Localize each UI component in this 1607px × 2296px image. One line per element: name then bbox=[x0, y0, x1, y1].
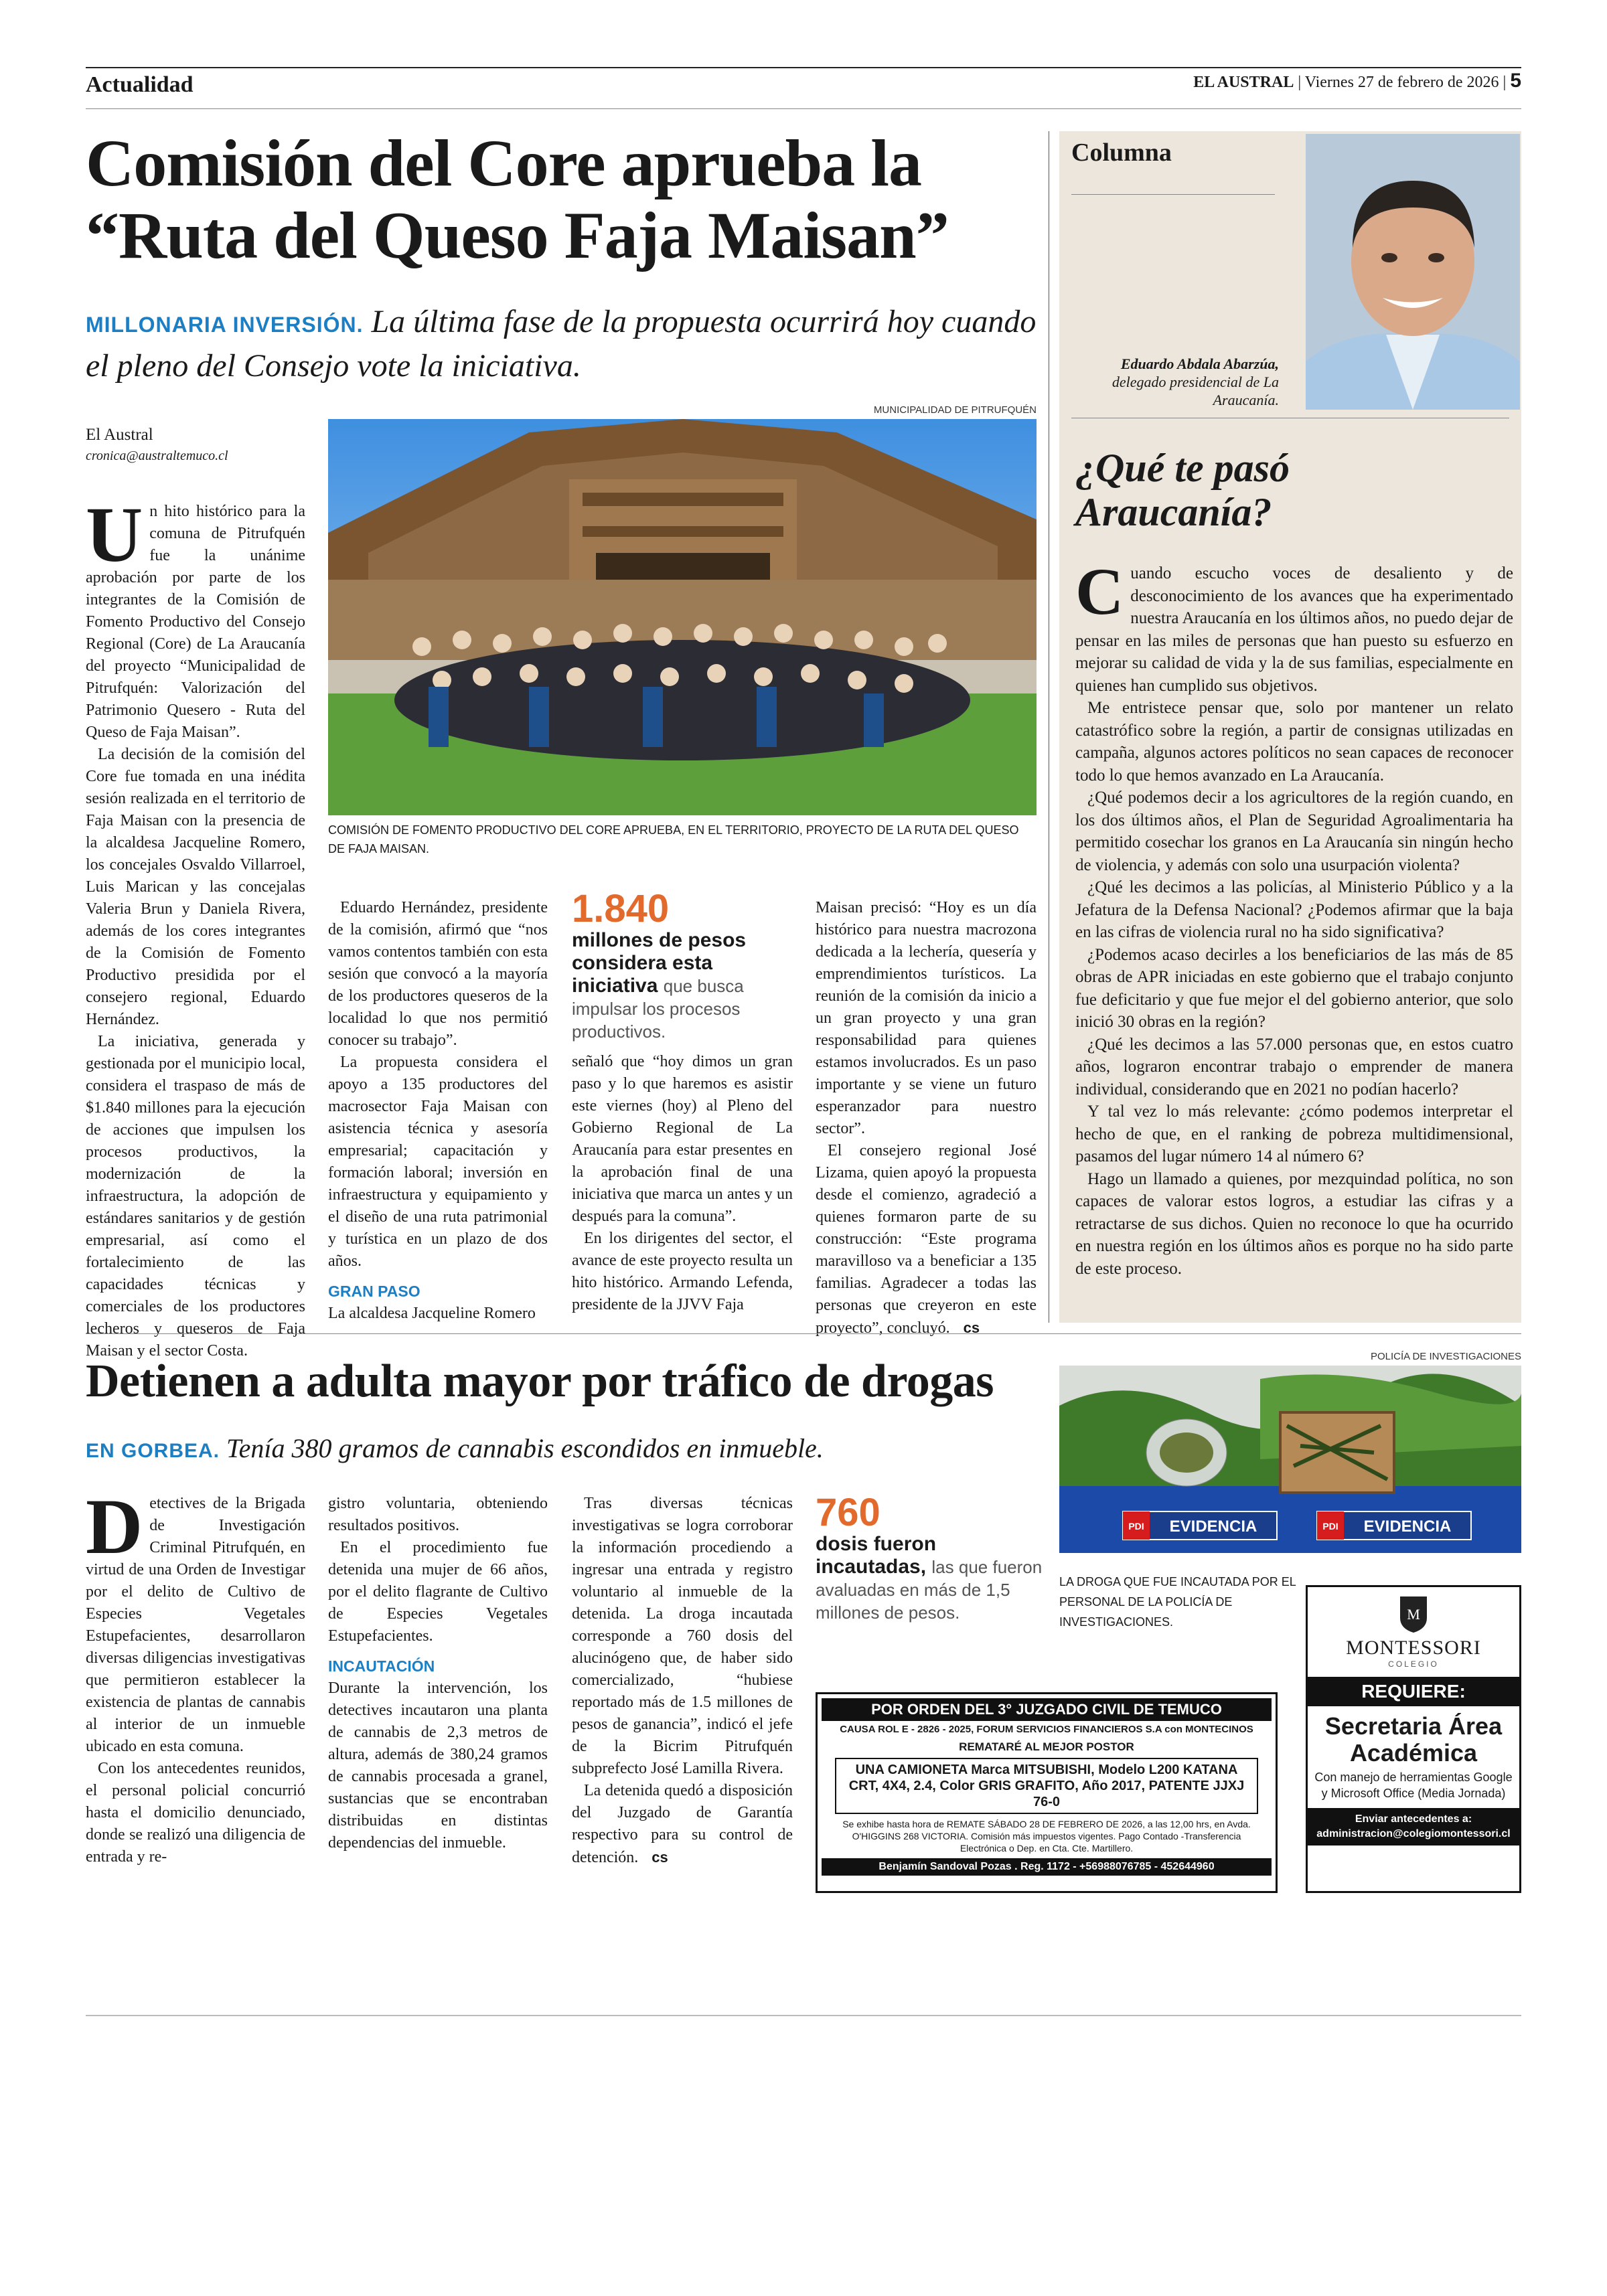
photo2-credit: POLICÍA DE INVESTIGACIONES bbox=[1370, 1351, 1521, 1362]
stat-box-1840 bbox=[572, 889, 793, 1043]
paragraph bbox=[86, 491, 305, 744]
paragraph: La propuesta considera el apoyo a 135 productores del macrosector Faja Maisan con asistencia técnica y asesoría empresarial; capacitación y formación laboral; inversión en infraestructura y equipamiento y el diseño de una ruta patrimonial y turística en un plazo de dos años. bbox=[328, 1054, 548, 1270]
auction-ad bbox=[816, 1692, 1278, 1893]
column-author-role: delegado presidencial de La Araucanía. bbox=[1112, 374, 1279, 408]
paragraph: La iniciativa, generada y gestionada por el municipio local, considera el traspaso de más de $1.840 millones para la ejecución de acciones que impulsen los procesos productivos, la modernización de la infraestructura, la adopción de estándares sanitarios y de gestión empresarial, así como el fortalecimiento de las capacidades técnicas y comerciales de los productores lecheros y queseros de Faja Maisan y el sector Costa. bbox=[86, 1033, 305, 1360]
byline bbox=[86, 426, 313, 464]
article1-col1 bbox=[86, 491, 305, 1362]
paragraph: gistro voluntaria, obteniendo resultados positivos. bbox=[328, 1495, 548, 1534]
paragraph: En los dirigentes del sector, el avance de este proyecto resulta un hito histórico. Armando Lefenda, presidente de la JJVV Faja bbox=[572, 1230, 793, 1313]
auction-heading: REMATARÉ AL MEJOR POSTOR bbox=[959, 1740, 1134, 1753]
issue-date: Viernes 27 de febrero de 2026 bbox=[1304, 74, 1499, 91]
school-requires: REQUIERE: bbox=[1308, 1677, 1519, 1706]
paragraph-text: La detenida quedó a disposición del Juzgado de Garantía respectivo para su control de detención. bbox=[572, 1782, 793, 1866]
article2-deck-text: Tenía 380 gramos de cannabis escondidos en inmueble. bbox=[226, 1433, 824, 1463]
paragraph: La decisión de la comisión del Core fue tomada en una inédita sesión realizada en el territorio de Faja Maisan con la presencia de la alcaldesa Jacqueline Romero, los concejales Osvaldo Villarroel, Luis Marican y las concejalas Valeria Brun y Daniela Rivera, además de los cores integrantes de la Comisión de Fomento Productivo presidida por el consejero regional, Eduardo Hernández. bbox=[86, 746, 305, 1028]
school-sub: COLEGIO bbox=[1388, 1659, 1439, 1669]
paragraph-text: n hito histórico para la comuna de Pitrufquén fue la unánime aprobación por parte de los integrantes de la Comisión de Fomento Productivo del Consejo Regional (Core) de La Araucanía del proyecto “Municipalidad de Pitrufquén: Valorización del Patrimonio Quesero - Ruta del Queso de Faja Maisan”. bbox=[86, 503, 305, 741]
footer-rule bbox=[86, 2015, 1521, 2016]
school-crest-icon bbox=[1397, 1594, 1430, 1634]
school-ad bbox=[1306, 1585, 1521, 1893]
author: El Austral bbox=[86, 426, 153, 444]
article2-kicker: EN GORBEA. bbox=[86, 1440, 220, 1462]
paragraph: Eduardo Hernández, presidente de la comisión, afirmó que “nos vamos contentos también con esta sesión que convocó a la mayoría de los productores queseros de la localidad lo que nos permitió conocer su trabajo”. bbox=[328, 899, 548, 1049]
paragraph: Maisan precisó: “Hoy es un día histórico para nuestra macrozona dedicada a la lechería, quesería y emprendimientos turísticos. La reunión de la comisión da inicio a un gran proyecto y una gran responsabilidad para quienes estamos involucrados. Es un paso importante y se viene un futuro esperanzador para nuestro sector”. bbox=[816, 899, 1037, 1137]
end-mark-icon: cs bbox=[652, 1849, 668, 1866]
paragraph: ¿Qué les decimos a las policías, al Ministerio Público y a la Jefatura de la Defensa Nacional? ¿Podemos afirmar que la baja en las cifras de violencia rural no ha sido significativa? bbox=[1075, 878, 1513, 941]
column-body bbox=[1075, 554, 1513, 1280]
stat-rest: las que fueron avaluadas en más de 1,5 millones de pesos. bbox=[816, 1557, 1043, 1623]
column-label-rule bbox=[1071, 194, 1275, 195]
photo1-credit: MUNICIPALIDAD DE PITRUFQUÉN bbox=[873, 404, 1037, 416]
seized-drugs-illustration bbox=[1059, 1366, 1521, 1553]
stat-bold: millones de pesos considera esta iniciativa bbox=[572, 929, 747, 997]
paragraph-text: uando escucho voces de desaliento y de desconocimiento de los avances que ha experimentado nuestra Araucanía en los últimos años, no puedo dejar de pensar en las miles de personas que han puesto su esfuerzo en mejorar su calidad de vida y la de sus familias, especialmente en quienes han cumplido sus objetivos. bbox=[1075, 564, 1513, 695]
pdi-label: PDI bbox=[1128, 1521, 1144, 1532]
paragraph-text: etectives de la Brigada de Investigación Criminal Pitrufquén, en virtud de una Orden de Investigar por el delito de Cultivo de Especies Vegetales Estupefacientes, desarrollaron diversas diligencias investigativas que permitieron establecer la existencia de plantas de cannabis al interior de un inmueble ubicado en esta comuna. bbox=[86, 1495, 305, 1755]
article1-col2 bbox=[328, 897, 548, 1325]
auction-item: UNA CAMIONETA Marca MITSUBISHI, Modelo L200 KATANA CRT, 4X4, 2.4, Color GRIS GRAFITO, Año 2017, PATENTE JJXJ 76-0 bbox=[835, 1758, 1258, 1814]
paragraph: En el procedimiento fue detenida una mujer de 66 años, por el delito flagrante de Cultivo de Especies Vegetales Estupefacientes. bbox=[328, 1539, 548, 1645]
article1-col3 bbox=[572, 1051, 793, 1316]
paragraph bbox=[816, 1140, 1037, 1339]
masthead-sep: | bbox=[1298, 74, 1302, 91]
paragraph bbox=[572, 1780, 793, 1869]
school-contact-email[interactable]: administracion@colegiomontessori.cl bbox=[1316, 1828, 1511, 1839]
paragraph: Durante la intervención, los detectives incautaron una planta de cannabis de 2,3 metros de altura, además de 380,24 gramos de cannabis procesada a granel, sustancias que se encontraban distribuidas en distintas dependencias del inmueble. bbox=[328, 1679, 548, 1852]
paragraph: Tras diversas técnicas investigativas se logra corroborar la información procediendo a ingresar una entrada y registro voluntario al inmueble de la detenida. La droga incautada corresponde a 760 dosis del alucinógeno que, de haber sido comercializado, “hubiese reportado más de 1.5 millones de pesos de ganancia”, indicó el jefe de la Bicrim Pitrufquén subprefecto José Lamilla Rivera. bbox=[572, 1495, 793, 1777]
paragraph: Y tal vez lo más relevante: ¿cómo podemos interpretar el hecho de que, en el ranking de pobreza multidimensional, pasamos del lugar número 14 al número 6? bbox=[1075, 1102, 1513, 1165]
stat-number: 1.840 bbox=[572, 887, 670, 930]
paragraph: ¿Qué podemos decir a los agricultores de la región cuando, en los dos últimos años, el Plan de Seguridad Agroalimentaria ha permitido cosechar los granos en La Araucanía sin ningún hecho de violencia, y además con solo una usurpación violenta? bbox=[1075, 789, 1513, 874]
paragraph: Hago un llamado a quienes, por mezquindad política, no son capaces de valorar estos logros, a estudiar las cifras y a retractarse de sus dichos. Quien no reconoce lo que ha ocurrido en nuestra región en los últimos años es porque no ha sido parte de este proceso. bbox=[1075, 1169, 1513, 1278]
evidence-label: EVIDENCIA bbox=[1363, 1518, 1452, 1536]
column-label: Columna bbox=[1071, 139, 1172, 167]
article2-col2 bbox=[328, 1493, 548, 1854]
section-label: Actualidad bbox=[86, 72, 194, 97]
svg-text:M: M bbox=[1407, 1606, 1420, 1623]
school-contact-label: Enviar antecedentes a: bbox=[1355, 1813, 1472, 1825]
dropcap: C bbox=[1075, 554, 1124, 629]
article1-title: Comisión del Core aprueba la “Ruta del Queso Faja Maisan” bbox=[86, 126, 949, 272]
header-rule bbox=[86, 108, 1521, 109]
article2-col3 bbox=[572, 1493, 793, 1869]
subhead: GRAN PASO bbox=[328, 1283, 420, 1300]
paragraph: Con los antecedentes reunidos, el personal policial concurrió hasta el domicilio denunciado, donde se realizó una diligencia de entrada y re- bbox=[86, 1760, 305, 1866]
column-author bbox=[1071, 355, 1279, 409]
dropcap: D bbox=[86, 1483, 143, 1570]
paragraph: ¿Qué les decimos a las 57.000 personas que, en estos cuatro años, lograron encontrar trabajo o emprender de manera individual, considerando que en 2021 no podían hacerlo? bbox=[1075, 1035, 1513, 1098]
auction-court: POR ORDEN DEL 3° JUZGADO CIVIL DE TEMUCO bbox=[822, 1698, 1272, 1721]
paragraph: ¿Podemos acaso decirles a los beneficiarios de las más de 85 obras de APR iniciadas en este gobierno que el trabajo conjunto fue deficitario y que fue mejor el del gobierno anterior, que solo inició 30 obras en la región? bbox=[1075, 945, 1513, 1031]
paragraph: señaló que “hoy dimos un gran paso y lo que haremos es asistir este viernes (hoy) al Pleno del Gobierno Regional de La Araucanía para estar presentes en la aprobación final de una iniciativa que marca un antes y un después para la comuna”. bbox=[572, 1053, 793, 1225]
author-portrait bbox=[1306, 134, 1520, 410]
article1-deck-text: La última fase de la propuesta ocurrirá hoy cuando el pleno del Consejo vote la iniciativa. bbox=[86, 304, 1037, 384]
evidence-label: EVIDENCIA bbox=[1169, 1518, 1257, 1536]
masthead bbox=[1193, 70, 1521, 92]
subhead: INCAUTACIÓN bbox=[328, 1657, 435, 1675]
school-contact-box bbox=[1308, 1808, 1519, 1846]
photo2-caption: LA DROGA QUE FUE INCAUTADA POR EL PERSONAL DE LA POLICÍA DE INVESTIGACIONES. bbox=[1059, 1575, 1296, 1629]
stat-number: 760 bbox=[816, 1491, 881, 1534]
masthead-sep: | bbox=[1503, 74, 1507, 91]
stat-rest: que busca impulsar los procesos productivos. bbox=[572, 976, 744, 1042]
auction-contact[interactable]: Benjamín Sandoval Pozas . Reg. 1172 - +56988076785 - 452644960 bbox=[822, 1858, 1272, 1876]
school-brand: MONTESSORI bbox=[1346, 1637, 1481, 1659]
stat-text bbox=[816, 1533, 1043, 1624]
end-mark-icon: cs bbox=[963, 1319, 980, 1336]
column-author-name: Eduardo Abdala Abarzúa, bbox=[1120, 355, 1279, 372]
stat-bold: dosis fueron incautadas, bbox=[816, 1533, 937, 1578]
author-email[interactable]: cronica@australtemuco.cl bbox=[86, 448, 228, 463]
article1-deck bbox=[86, 301, 1037, 387]
photo-commission-group bbox=[328, 419, 1037, 815]
evidence-tag bbox=[1317, 1511, 1471, 1540]
school-desc: Con manejo de herramientas Google y Microsoft Office (Media Jornada) bbox=[1314, 1771, 1513, 1800]
stat-text bbox=[572, 929, 793, 1043]
auction-details: Se exhibe hasta hora de REMATE SÁBADO 28 DE FEBRERO DE 2026, a las 12,00 hrs, en Avda. O'HIGGINS 268 VICTORIA. Comisión más impuestos vigentes. Pago Contado -Transferencia Electrónica o Dep. en Cta. Cte. Martillero. bbox=[842, 1819, 1251, 1854]
paragraph-text: El consejero regional José Lizama, quien apoyó la propuesta desde el comienzo, agradeció a quienes formaron parte de su construcción: “Este programa maravilloso va a beneficiar a 135 familias. Agradecer a todas las personas que creyeron en este proyecto”, concluyó. bbox=[816, 1142, 1037, 1337]
school-position: Secretaria Área Académica bbox=[1324, 1712, 1503, 1767]
crest-icon bbox=[1397, 1594, 1430, 1634]
article2-deck bbox=[86, 1432, 1037, 1464]
paragraph bbox=[1075, 554, 1513, 697]
column-title: ¿Qué te pasó Araucanía? bbox=[1075, 446, 1290, 534]
portrait-illustration bbox=[1306, 134, 1520, 410]
article1-col4 bbox=[816, 897, 1037, 1339]
top-rule bbox=[86, 67, 1521, 68]
stat-box-760 bbox=[816, 1493, 1043, 1624]
paragraph: La alcaldesa Jacqueline Romero bbox=[328, 1305, 536, 1322]
page-number: 5 bbox=[1510, 70, 1521, 92]
article2-rule bbox=[86, 1333, 1521, 1334]
photo-commission-illustration bbox=[328, 419, 1037, 815]
article2-col1 bbox=[86, 1483, 305, 1868]
photo-seized-drugs bbox=[1059, 1366, 1521, 1553]
brand-name: EL AUSTRAL bbox=[1193, 74, 1294, 91]
article2-title: Detienen a adulta mayor por tráfico de drogas bbox=[86, 1356, 994, 1407]
photo1-caption: COMISIÓN DE FOMENTO PRODUCTIVO DEL CORE APRUEBA, EN EL TERRITORIO, PROYECTO DE LA RUTA DEL QUESO DE FAJA MAISAN. bbox=[328, 823, 1019, 855]
article1-kicker: MILLONARIA INVERSIÓN. bbox=[86, 313, 364, 337]
paragraph: Me entristece pensar que, solo por mantener un relato catastrófico sobre la región, a partir de consignas utilizadas en campaña, algunos actores políticos no sean capaces de reconocer todo lo que hemos avanzado en La Araucanía. bbox=[1075, 699, 1513, 785]
evidence-tag bbox=[1123, 1511, 1277, 1540]
auction-case: CAUSA ROL E - 2826 - 2025, FORUM SERVICIOS FINANCIEROS S.A con MONTECINOS bbox=[840, 1724, 1253, 1735]
paragraph bbox=[86, 1483, 305, 1758]
dropcap: U bbox=[86, 491, 143, 578]
pdi-label: PDI bbox=[1322, 1521, 1338, 1532]
